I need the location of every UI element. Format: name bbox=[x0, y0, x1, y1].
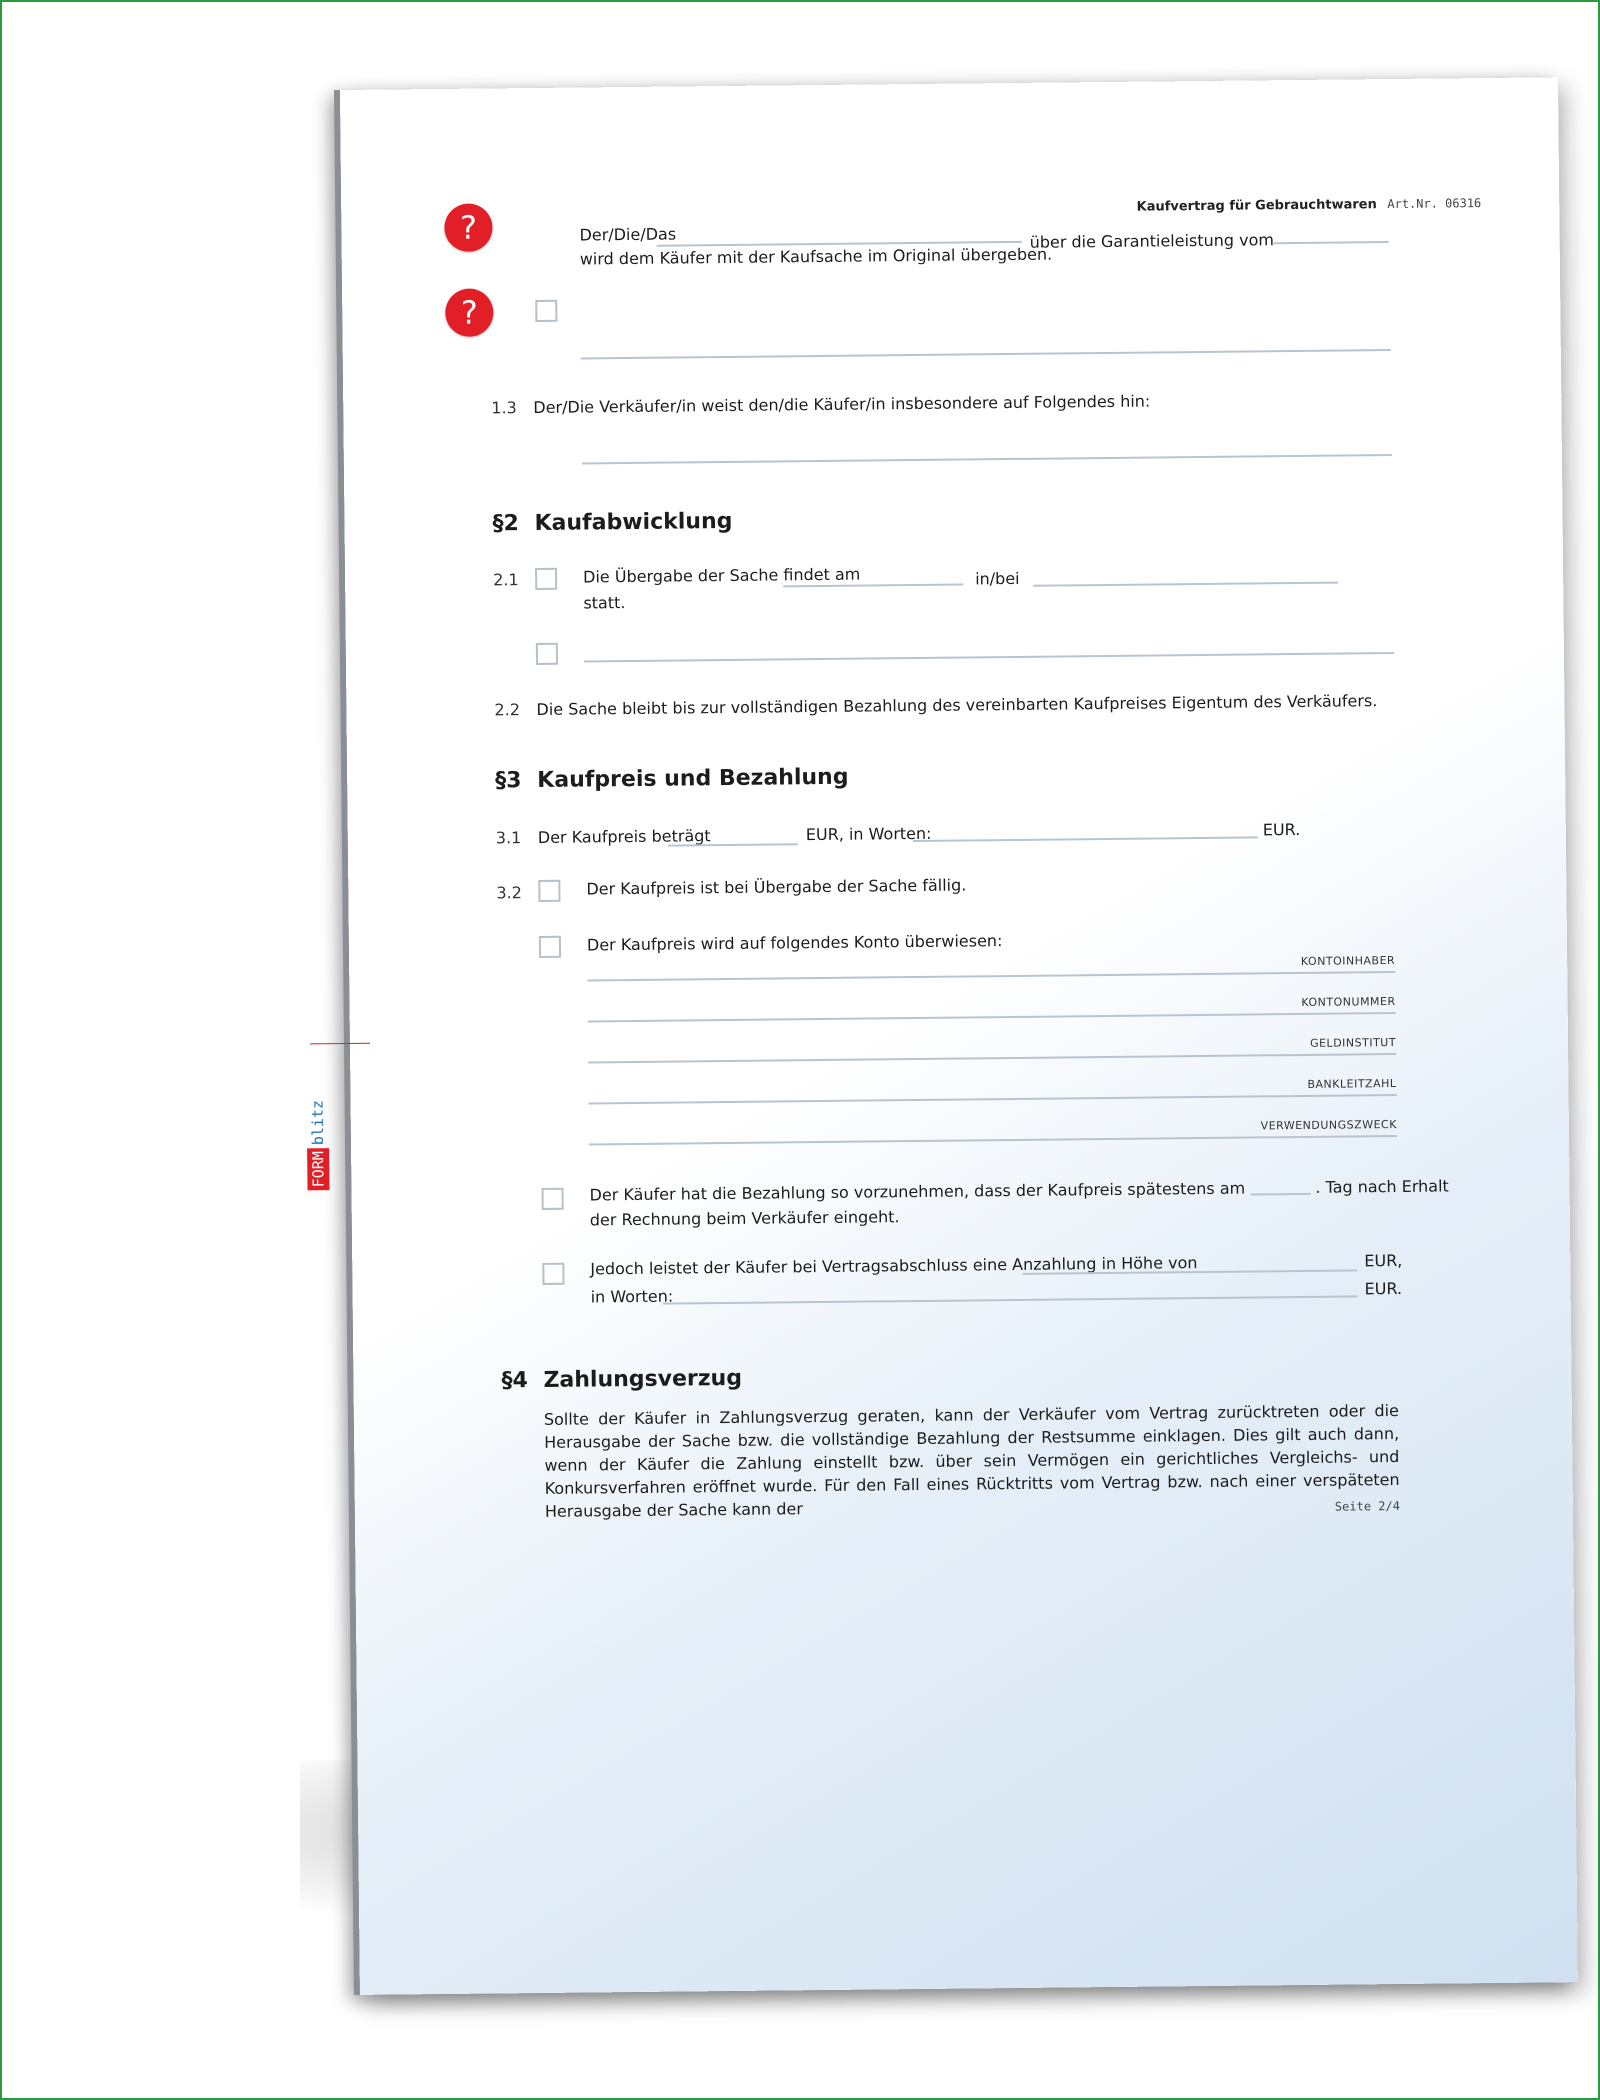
field-label-kontoinhaber: KONTOINHABER bbox=[1300, 953, 1396, 968]
formblitz-logo bbox=[306, 1045, 330, 1190]
payment-deadline-part1: Der Käufer hat die Bezahlung so vorzunehmen, dass der Kaufpreis spätestens am bbox=[589, 1178, 1246, 1205]
deposit-eur-label: EUR, bbox=[1364, 1250, 1403, 1271]
clause-number: 1.3 bbox=[491, 398, 517, 418]
section-number: §4 bbox=[501, 1368, 528, 1394]
option-due-on-handover: Der Kaufpreis ist bei Übergabe der Sache fällig. bbox=[586, 875, 967, 899]
help-question-icon-2[interactable]: ? bbox=[445, 288, 494, 337]
payment-deadline-part2: . Tag nach Erhalt bbox=[1315, 1176, 1449, 1197]
field-label-verwendungszweck: VERWENDUNGSZWECK bbox=[1260, 1117, 1397, 1133]
other-handover-field[interactable] bbox=[584, 652, 1394, 662]
in-bei-label: in/bei bbox=[975, 568, 1020, 589]
checkbox-deposit[interactable] bbox=[542, 1263, 564, 1285]
garantie-date-field[interactable] bbox=[1274, 241, 1389, 244]
document-page bbox=[308, 77, 1578, 1995]
logo-blitz-text: blitz bbox=[308, 1099, 328, 1146]
checkbox-payment-deadline[interactable] bbox=[542, 1188, 564, 1210]
checkbox-uebergabe-date[interactable] bbox=[535, 568, 557, 590]
deposit-words-label: in Worten: bbox=[590, 1286, 674, 1307]
deposit-eur-label-2: EUR. bbox=[1364, 1278, 1403, 1299]
option-bank-transfer: Der Kaufpreis wird auf folgendes Konto überwiesen: bbox=[586, 931, 1003, 955]
logo-form-text: FORM bbox=[307, 1148, 329, 1190]
clause-number: 2.2 bbox=[494, 700, 521, 720]
clause-1-3-text: Der/Die Verkäufer/in weist den/die Käufer/in insbesondere auf Folgendes hin: bbox=[533, 391, 1151, 417]
page-number: Seite 2/4 bbox=[1334, 1498, 1400, 1514]
field-label-kontonummer: KONTONUMMER bbox=[1301, 994, 1396, 1009]
checkbox-due-on-handover[interactable] bbox=[538, 880, 560, 902]
in-worten-label: EUR, in Worten: bbox=[805, 823, 932, 845]
checkbox-bank-transfer[interactable] bbox=[539, 936, 561, 958]
deposit-words-field[interactable] bbox=[663, 1295, 1358, 1304]
eur-label: EUR. bbox=[1262, 819, 1301, 840]
deposit-label: Jedoch leistet der Käufer bei Vertragsabschluss eine Anzahlung in Höhe von bbox=[590, 1253, 1198, 1279]
clause-number: 2.1 bbox=[493, 570, 519, 590]
zahlungsverzug-paragraph: Sollte der Käufer in Zahlungsverzug geraten, kann der Verkäufer vom Vertrag zurücktreten oder die Herausgabe der Sache bzw. die vollständige Bezahlung der Restsumme einklagen. Dies gilt auch dann, wenn der Käufer die Zahlung einstellt bzw. über sein Vermögen ein gerichtliches Vergleichs- und Konkursverfahren eröffnet wurde. Für den Fall eines Rücktritts vom Vertrag bzw. nach einer verspäteten Herausgabe der Sache kann der bbox=[543, 1400, 1400, 1521]
article-number: Art.Nr. 06316 bbox=[1387, 196, 1482, 212]
statt-label: statt. bbox=[583, 593, 626, 613]
garantie-label: Der/Die/Das bbox=[579, 224, 677, 245]
garantie-line2: wird dem Käufer mit der Kaufsache im Original übergeben. bbox=[579, 244, 1053, 269]
hint-field[interactable] bbox=[582, 454, 1392, 464]
document-header bbox=[1137, 196, 1482, 215]
deadline-days-field[interactable] bbox=[1250, 1193, 1310, 1196]
document-title: Kaufvertrag für Gebrauchtwaren bbox=[1136, 197, 1377, 215]
uebergabe-label: Die Übergabe der Sache findet am bbox=[583, 564, 861, 587]
checkbox-other-item[interactable] bbox=[535, 300, 557, 322]
section-number: §3 bbox=[495, 768, 522, 794]
clause-number: 3.2 bbox=[496, 883, 522, 903]
clause-number: 3.1 bbox=[495, 828, 522, 848]
kaufpreis-amount-field[interactable] bbox=[668, 843, 798, 846]
field-label-geldinstitut: GELDINSTITUT bbox=[1309, 1035, 1397, 1050]
section-title: Zahlungsverzug bbox=[543, 1365, 743, 1393]
uebergabe-place-field[interactable] bbox=[1033, 582, 1338, 587]
field-label-bankleitzahl: BANKLEITZAHL bbox=[1307, 1076, 1397, 1091]
other-item-field[interactable] bbox=[581, 349, 1391, 359]
garantie-vom-label: über die Garantieleistung vom bbox=[1029, 230, 1275, 252]
section-number: §2 bbox=[492, 511, 519, 537]
section-title: Kaufabwicklung bbox=[534, 508, 733, 536]
clause-2-2-text: Die Sache bleibt bis zur vollständigen Bezahlung des vereinbarten Kaufpreises Eigentum des Verkäufers. bbox=[536, 691, 1378, 719]
bank-fields bbox=[587, 954, 1397, 1145]
section-title: Kaufpreis und Bezahlung bbox=[537, 764, 849, 793]
kaufpreis-words-field[interactable] bbox=[913, 836, 1258, 842]
checkbox-other-handover[interactable] bbox=[536, 643, 558, 665]
payment-deadline-line2: der Rechnung beim Verkäufer eingeht. bbox=[589, 1207, 900, 1230]
payment-deadline-text bbox=[589, 1176, 1448, 1204]
help-question-icon[interactable]: ? bbox=[444, 203, 493, 252]
kaufpreis-label: Der Kaufpreis beträgt bbox=[537, 826, 711, 847]
